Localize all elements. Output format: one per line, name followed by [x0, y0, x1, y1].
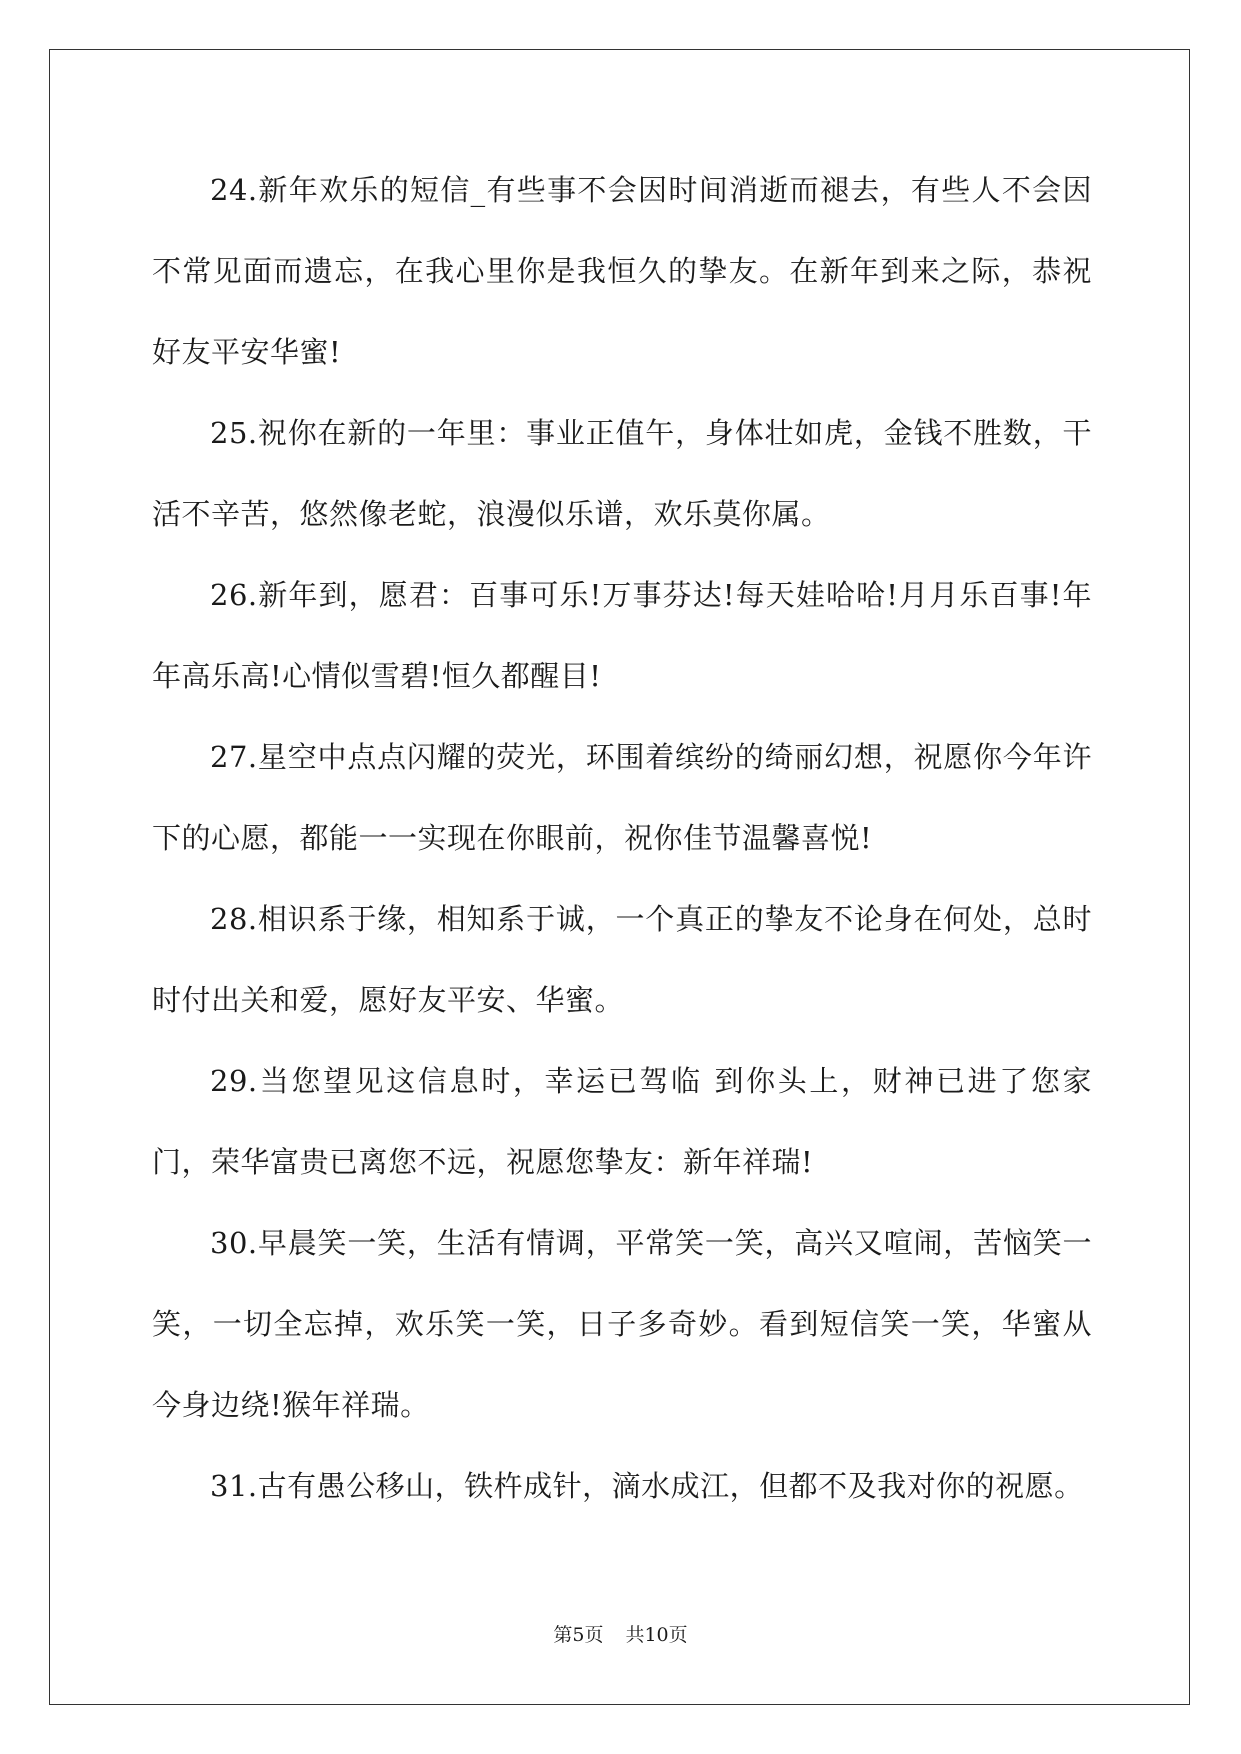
document-body	[152, 150, 1092, 1527]
paragraph-31: 31.古有愚公移山，铁杵成针，滴水成江，但都不及我对你的祝愿。	[210, 1469, 1084, 1503]
page-footer	[0, 1620, 1241, 1647]
paragraph-30: 30.早晨笑一笑，生活有情调，平常笑一笑，高兴又喧闹，苦恼笑一笑，一切全忘掉，欢乐笑一笑，日子多奇妙。看到短信笑一笑，华蜜从今身边绕!猴年祥瑞。	[152, 1226, 1092, 1422]
paragraph-24: 24.新年欢乐的短信_有些事不会因时间消逝而褪去，有些人不会因不常见面而遗忘，在我心里你是我恒久的挚友。在新年到来之际，恭祝好友平安华蜜!	[152, 173, 1092, 369]
paragraph-25: 25.祝你在新的一年里：事业正值午，身体壮如虎，金钱不胜数，干活不辛苦，悠然像老蛇，浪漫似乐谱，欢乐莫你属。	[152, 416, 1092, 531]
page-total: 共10页	[625, 1624, 688, 1646]
page-number: 第5页	[553, 1624, 604, 1646]
paragraph-28: 28.相识系于缘，相知系于诚，一个真正的挚友不论身在何处，总时时付出关和爱，愿好友平安、华蜜。	[152, 902, 1092, 1017]
paragraph-26: 26.新年到，愿君：百事可乐!万事芬达!每天娃哈哈!月月乐百事!年年高乐高!心情似雪碧!恒久都醒目!	[152, 578, 1092, 693]
paragraph-29: 29.当您望见这信息时，幸运已驾临 到你头上，财神已进了您家门，荣华富贵已离您不远，祝愿您挚友：新年祥瑞!	[152, 1064, 1092, 1179]
paragraph-27: 27.星空中点点闪耀的荧光，环围着缤纷的绮丽幻想，祝愿你今年许下的心愿，都能一一实现在你眼前，祝你佳节温馨喜悦!	[152, 740, 1092, 855]
